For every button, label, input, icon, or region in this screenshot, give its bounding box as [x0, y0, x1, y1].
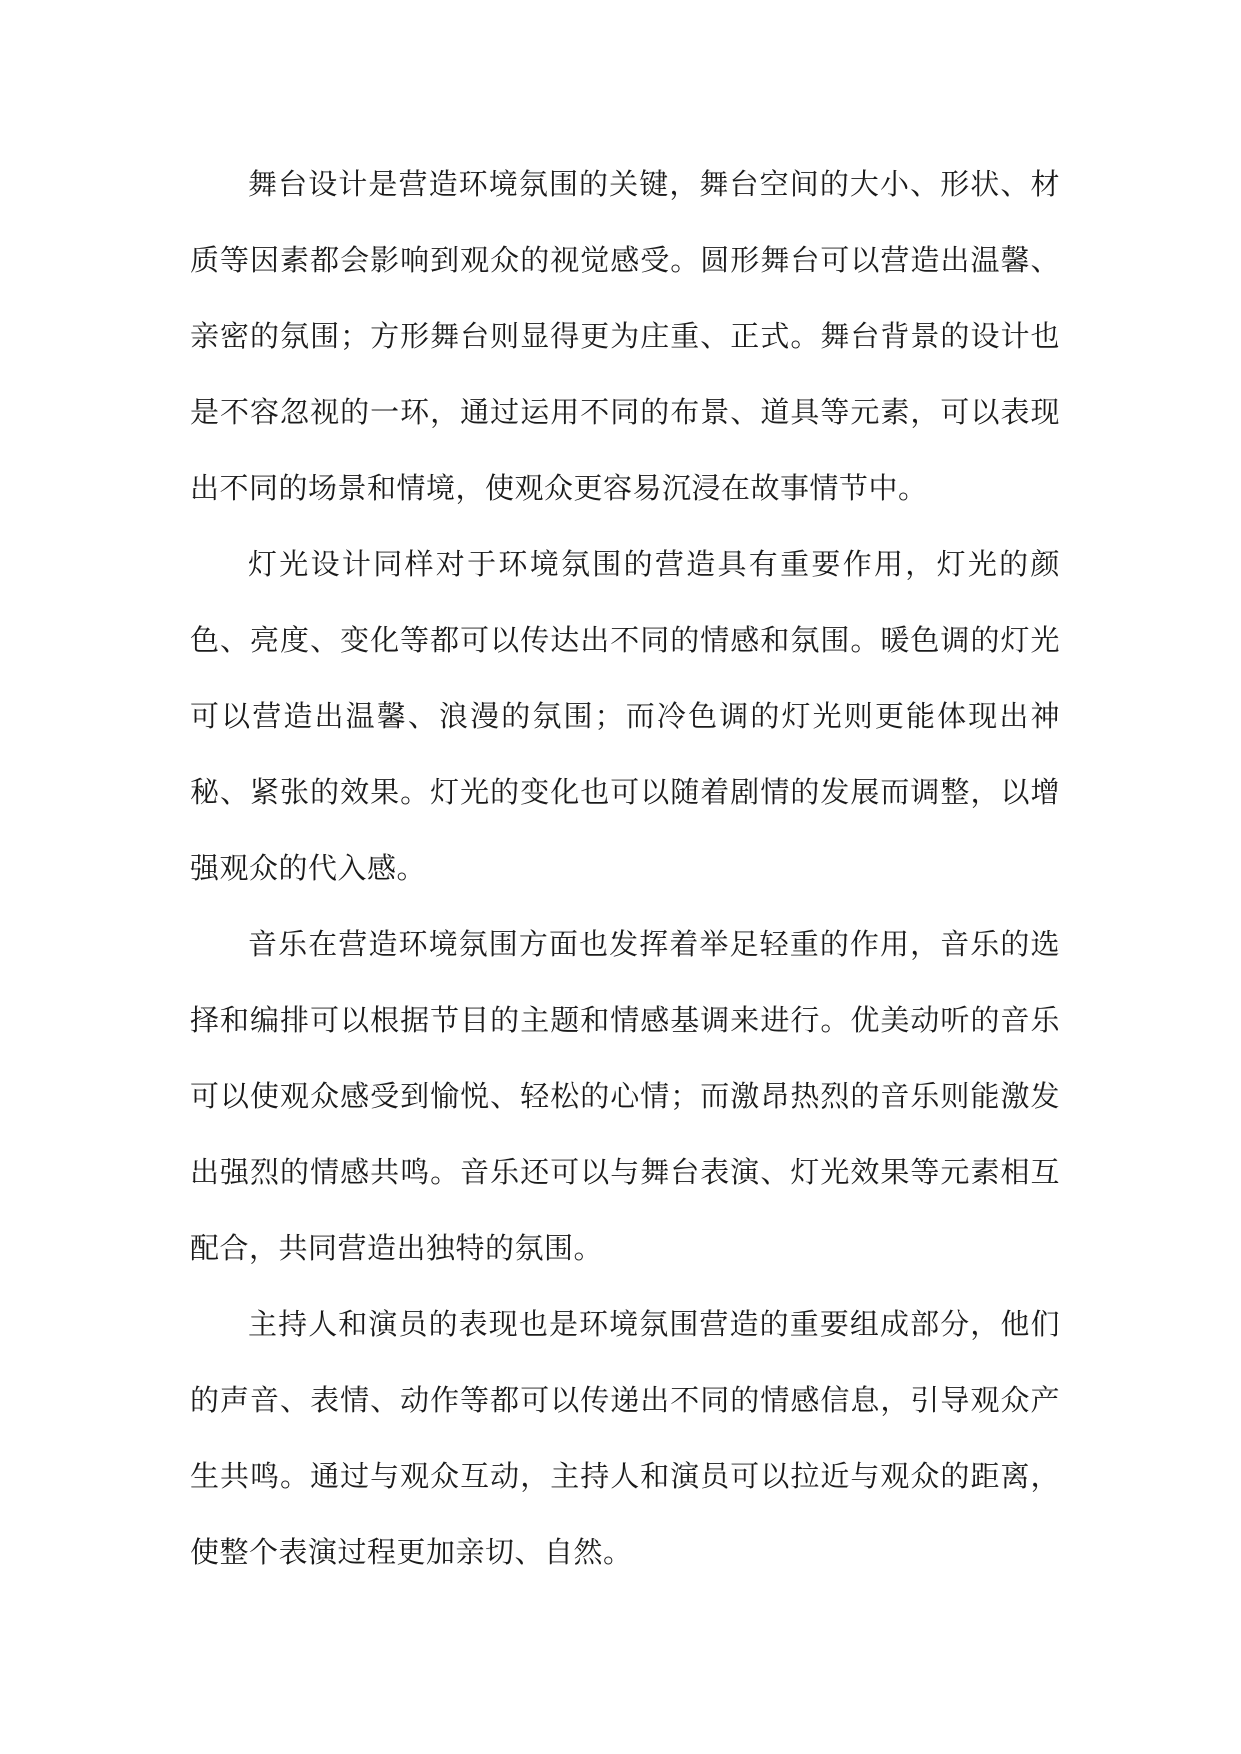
paragraph-music: 音乐在营造环境氛围方面也发挥着举足轻重的作用，音乐的选择和编排可以根据节目的主题和情感基调来进行。优美动听的音乐可以使观众感受到愉悦、轻松的心情；而激昂热烈的音乐则能激发出强烈的情感共鸣。音乐还可以与舞台表演、灯光效果等元素相互配合，共同营造出独特的氛围。	[190, 927, 1060, 1265]
paragraph-lighting-design: 灯光设计同样对于环境氛围的营造具有重要作用，灯光的颜色、亮度、变化等都可以传达出不同的情感和氛围。暖色调的灯光可以营造出温馨、浪漫的氛围；而冷色调的灯光则更能体现出神秘、紧张的效果。灯光的变化也可以随着剧情的发展而调整，以增强观众的代入感。	[190, 547, 1060, 885]
paragraph-stage-design: 舞台设计是营造环境氛围的关键，舞台空间的大小、形状、材质等因素都会影响到观众的视觉感受。圆形舞台可以营造出温馨、亲密的氛围；方形舞台则显得更为庄重、正式。舞台背景的设计也是不容忽视的一环，通过运用不同的布景、道具等元素，可以表现出不同的场景和情境，使观众更容易沉浸在故事情节中。	[190, 167, 1060, 505]
paragraph-hosts-performers: 主持人和演员的表现也是环境氛围营造的重要组成部分，他们的声音、表情、动作等都可以传递出不同的情感信息，引导观众产生共鸣。通过与观众互动，主持人和演员可以拉近与观众的距离，使整个表演过程更加亲切、自然。	[190, 1307, 1060, 1569]
document-body	[190, 146, 1060, 1590]
